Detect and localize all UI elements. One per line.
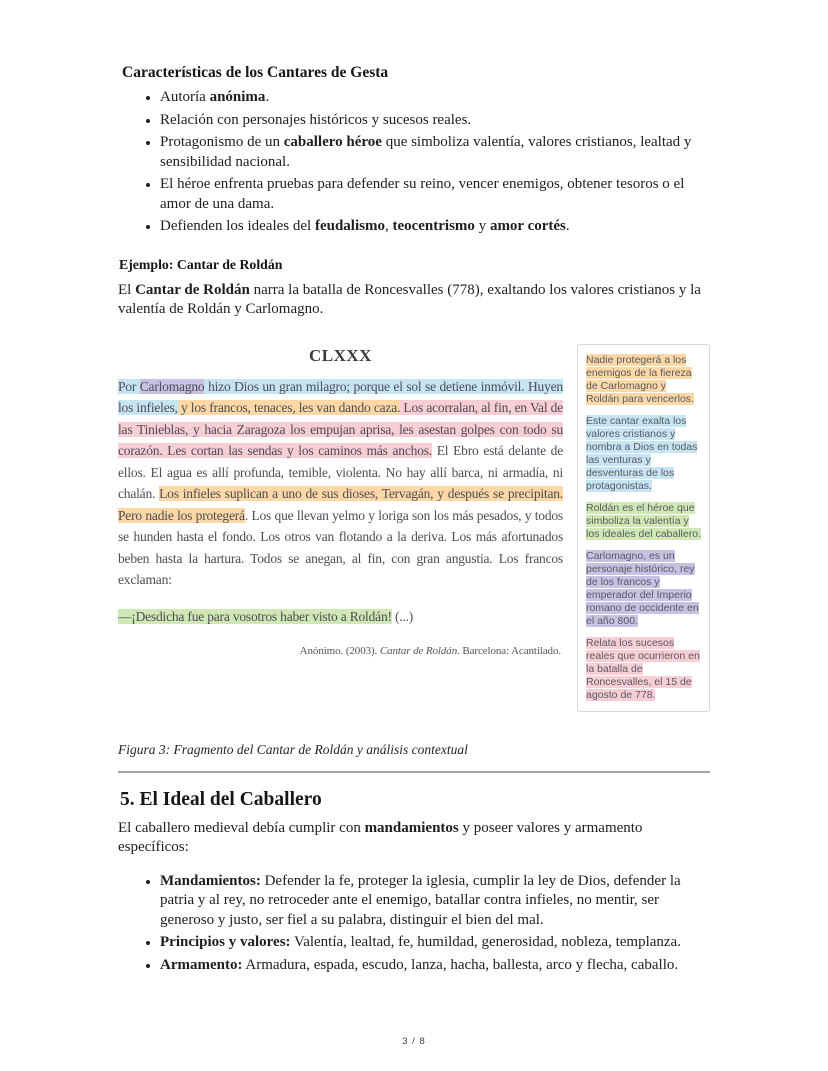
text-run: y <box>474 218 490 234</box>
list-item <box>160 133 710 172</box>
text-run: Mandamientos: <box>160 872 261 889</box>
poem-exclamation <box>118 606 563 628</box>
highlight-pink: Los acorralan, al fin, en Val de las Tinieblas, y hacia Zaragoza los empujan aprisa, les asestan golpes con todo su corazón. Les cortan las sendas y los caminos más anchos. <box>118 400 563 458</box>
text-run: que simboliza valentía, valores cristianos, lealtad y sensibilidad nacional. <box>160 134 692 170</box>
heading-caracteristicas: Características de los Cantares de Gesta <box>122 64 389 81</box>
poem-citation <box>118 645 561 657</box>
text-run: Defender la fe, proteger la iglesia, cumplir la ley de Dios, defender la patria y al rey, no retroceder ante el enemigo, batallar contra infieles, no mentir, ser generoso y justo, ser fiel a su palabra, distinguir el bien del mal. <box>160 872 681 928</box>
text-run: Defienden los ideales del <box>160 218 315 234</box>
ejemplo-paragraph <box>118 281 710 320</box>
text-run: Relación con personajes históricos y sucesos reales. <box>160 111 472 128</box>
text-run: . Barcelona: Acantilado. <box>457 645 561 657</box>
annotation-blue <box>586 415 701 493</box>
text-run: y poseer valores y armamento específicos: <box>118 819 643 855</box>
poem-panel <box>118 344 563 712</box>
highlight-pink: Relata los sucesos reales que ocurrieron en la batalla de Roncesvalles, el 15 de agosto de 778. <box>586 636 700 701</box>
text-run: caballero héroe <box>283 134 382 150</box>
highlight-green: Roldán es el héroe que simboliza la valentía y los ideales del caballero. <box>586 501 701 540</box>
text-run: Cantar de Roldán <box>135 281 250 298</box>
section-divider <box>118 771 710 773</box>
list-item <box>160 88 710 108</box>
list-item <box>160 956 710 976</box>
page-number: 3 / 8 <box>402 1036 426 1047</box>
annotation-orange <box>586 354 701 406</box>
list-item <box>160 933 710 953</box>
figure-cantar-roldan <box>118 344 710 712</box>
text-run: narra la batalla de Roncesvalles (778), exaltando los valores cristianos y la valentía de Roldán y Carlomagno. <box>118 281 701 317</box>
highlight-green: —¡Desdicha fue para vosotros haber visto a Roldán! <box>118 608 392 624</box>
text-run: El <box>118 281 136 298</box>
text-run: Autoría <box>160 89 210 105</box>
text-run: teocentrismo <box>392 218 475 234</box>
highlight-orange: y los francos, tenaces, les van dando caza. <box>177 400 401 415</box>
text-run: Armamento: <box>160 956 243 973</box>
poem-text <box>118 376 563 591</box>
figure-caption: Figura 3: Fragmento del Cantar de Roldán y análisis contextual <box>118 741 468 757</box>
text-run: anónima <box>209 89 266 105</box>
ideal-paragraph <box>118 819 710 858</box>
list-item <box>160 217 710 237</box>
text-run: (...) <box>391 608 414 624</box>
text-run: mandamientos <box>364 819 459 836</box>
text-run: amor cortés <box>489 218 566 234</box>
text-run: feudalismo <box>314 218 385 234</box>
poem-title: CLXXX <box>309 345 372 365</box>
caracteristicas-list <box>118 88 710 237</box>
text-run: El héroe enfrenta pruebas para defender su reino, vencer enemigos, obtener tesoros o el amor de una dama. <box>160 176 685 212</box>
highlight-purple: Carlomagno, es un personaje histórico, rey de los francos y emperador del Imperio romano de occidente en el año 800. <box>586 549 699 627</box>
list-item <box>160 872 710 931</box>
highlight-purple: Carlomagno <box>139 378 205 394</box>
highlight-blue: Por <box>118 378 140 394</box>
annotation-pink <box>586 637 701 702</box>
annotations-panel <box>577 344 710 712</box>
list-item <box>160 175 710 214</box>
heading-ideal-caballero: 5. El Ideal del Caballero <box>120 788 322 810</box>
text-run: El caballero medieval debía cumplir con <box>118 819 365 836</box>
highlight-orange: Los infieles suplican a uno de sus dioses, Tervagán, y después se precipitan. Pero nadie los protegerá <box>118 486 563 523</box>
annotation-purple <box>586 550 701 628</box>
text-run: Armadura, espada, escudo, lanza, hacha, ballesta, arco y flecha, caballo. <box>242 956 679 973</box>
highlight-blue: hizo Dios un gran milagro; porque el sol se detiene inmóvil. Huyen los infieles, <box>118 378 563 415</box>
text-run: . <box>265 89 270 105</box>
ideal-list <box>118 872 710 976</box>
heading-ejemplo: Ejemplo: Cantar de Roldán <box>119 256 283 272</box>
text-run: Anónimo. (2003). <box>299 645 380 657</box>
annotation-green <box>586 502 701 541</box>
highlight-orange: Nadie protegerá a los enemigos de la fiereza de Carlomagno y Roldán para vencerlos. <box>586 353 694 405</box>
list-item <box>160 111 710 131</box>
text-run: El Ebro está delante de ellos. El agua es allí profunda, temible, violenta. No hay allí barca, ni armadía, ni chalán. <box>118 443 563 501</box>
text-run: Cantar de Roldán <box>379 645 458 657</box>
highlight-blue: Este cantar exalta los valores cristianos y nombra a Dios en todas las venturas y desventuras de los protagonistas. <box>586 414 698 492</box>
text-run: , <box>384 218 393 234</box>
text-run: . Los que llevan yelmo y loriga son los más pesados, y todos se hunden hasta el fondo. Los otros van flotando a la deriva. Los más afortunados beben hasta la hartura. Todos se anegan, al fin, con gran angustia. Los francos exclaman: <box>118 507 563 587</box>
text-run: Valentía, lealtad, fe, humildad, generosidad, nobleza, templanza. <box>290 934 681 950</box>
text-run: Protagonismo de un <box>160 134 284 150</box>
text-run: Principios y valores: <box>160 934 291 950</box>
text-run: . <box>565 218 570 234</box>
